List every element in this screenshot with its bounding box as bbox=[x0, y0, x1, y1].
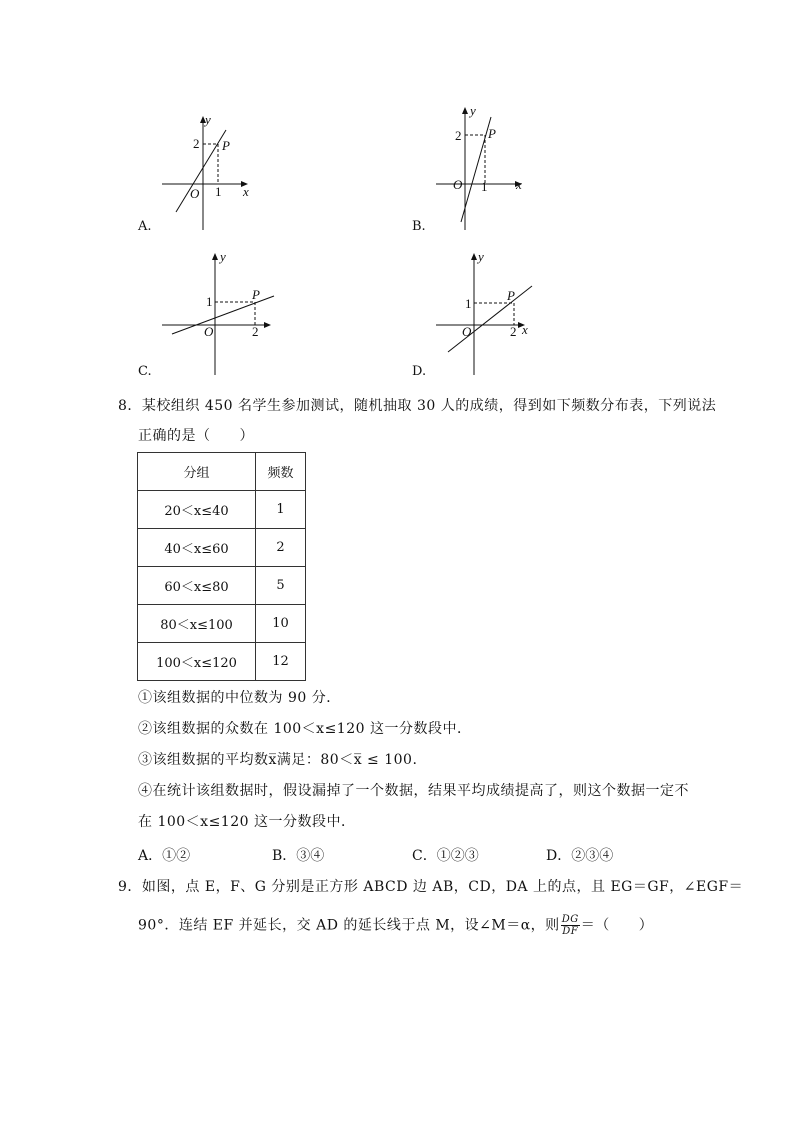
table-row bbox=[138, 567, 306, 605]
x-label: x bbox=[516, 177, 522, 192]
origin-label: O bbox=[462, 324, 472, 339]
option-d-label: D. bbox=[412, 364, 427, 379]
q8-choice-c: C．①②③ bbox=[412, 848, 479, 864]
origin-label: O bbox=[204, 324, 214, 339]
point-p-label: P bbox=[507, 288, 515, 303]
tick-y-label: 1 bbox=[206, 294, 213, 309]
table-cell: 100＜x≤120 bbox=[138, 643, 256, 681]
x-label: x bbox=[522, 322, 528, 337]
graph-b bbox=[434, 102, 534, 232]
table-cell: 40＜x≤60 bbox=[138, 529, 256, 567]
option-c-label: C. bbox=[138, 364, 152, 379]
table-cell: 10 bbox=[256, 605, 306, 643]
q8-statement-2: ②该组数据的众数在 100＜x≤120 这一分数段中． bbox=[138, 721, 472, 737]
table-cell: 5 bbox=[256, 567, 306, 605]
tick-y-label: 2 bbox=[455, 128, 462, 143]
q9-stem-line1: 9．如图，点 E，F、G 分别是正方形 ABCD 边 AB，CD，DA 上的点，且 EG＝GF，∠EGF＝ bbox=[118, 879, 744, 895]
table-cell: 20＜x≤40 bbox=[138, 491, 256, 529]
function-line bbox=[448, 286, 532, 352]
table-header-row bbox=[138, 453, 306, 491]
q9-stem-text: 90°．连结 EF 并延长，交 AD 的延长线于点 M，设∠M＝α，则 bbox=[138, 917, 560, 934]
q8-statement-3: ③该组数据的平均数x̅满足：80＜x̅ ≤ 100. bbox=[138, 752, 418, 768]
q8-statement-4-line1: ④在统计该组数据时，假设漏掉了一个数据，结果平均成绩提高了，则这个数据一定不 bbox=[138, 783, 689, 799]
q8-statement-1: ①该组数据的中位数为 90 分． bbox=[138, 690, 341, 706]
tick-y-label: 2 bbox=[193, 136, 200, 151]
q8-choice-d: D．②③④ bbox=[546, 848, 614, 864]
option-a-label: A. bbox=[138, 219, 152, 234]
table-cell: 2 bbox=[256, 529, 306, 567]
q8-stem-line2: 正确的是（ ） bbox=[138, 428, 254, 444]
x-label: x bbox=[243, 184, 249, 199]
q8-stem-line1: 8．某校组织 450 名学生参加测试，随机抽取 30 人的成绩，得到如下频数分布表，下列说法 bbox=[118, 398, 717, 414]
table-cell: 1 bbox=[256, 491, 306, 529]
y-label: y bbox=[220, 249, 226, 264]
y-label: y bbox=[205, 112, 211, 127]
point-p-label: P bbox=[222, 138, 230, 153]
tick-x-label: 1 bbox=[215, 184, 222, 199]
graph-a bbox=[158, 112, 258, 234]
table-row bbox=[138, 643, 306, 681]
table-row bbox=[138, 491, 306, 529]
header-group: 分组 bbox=[138, 453, 256, 491]
tick-x-label: 2 bbox=[252, 324, 259, 339]
q8-statement-4-line2: 在 100＜x≤120 这一分数段中． bbox=[138, 814, 356, 830]
table-cell: 60＜x≤80 bbox=[138, 567, 256, 605]
table-row bbox=[138, 529, 306, 567]
table-row bbox=[138, 605, 306, 643]
option-b-label: B. bbox=[412, 219, 426, 234]
fraction-dg-over-df bbox=[561, 914, 580, 937]
fraction-numerator: DG bbox=[561, 914, 579, 925]
header-frequency: 频数 bbox=[256, 453, 306, 491]
q8-choice-a: A．①② bbox=[138, 848, 191, 864]
frequency-table bbox=[137, 452, 306, 681]
origin-label: O bbox=[453, 177, 463, 192]
tick-x-label: 1 bbox=[481, 179, 488, 194]
table-cell: 12 bbox=[256, 643, 306, 681]
origin-label: O bbox=[190, 186, 200, 201]
tick-y-label: 1 bbox=[465, 296, 472, 311]
point-p-label: P bbox=[488, 126, 496, 141]
table-cell: 80＜x≤100 bbox=[138, 605, 256, 643]
point-p-label: P bbox=[252, 287, 260, 302]
graph-d bbox=[434, 248, 544, 378]
y-label: y bbox=[470, 103, 476, 118]
fraction-denominator: DF bbox=[562, 926, 579, 937]
q9-stem-tail: ＝（ ） bbox=[580, 917, 654, 934]
tick-x-label: 2 bbox=[510, 324, 517, 339]
q9-stem-line2 bbox=[138, 914, 653, 937]
q8-choice-b: B．③④ bbox=[272, 848, 325, 864]
y-label: y bbox=[478, 249, 484, 264]
graph-c bbox=[160, 248, 280, 378]
